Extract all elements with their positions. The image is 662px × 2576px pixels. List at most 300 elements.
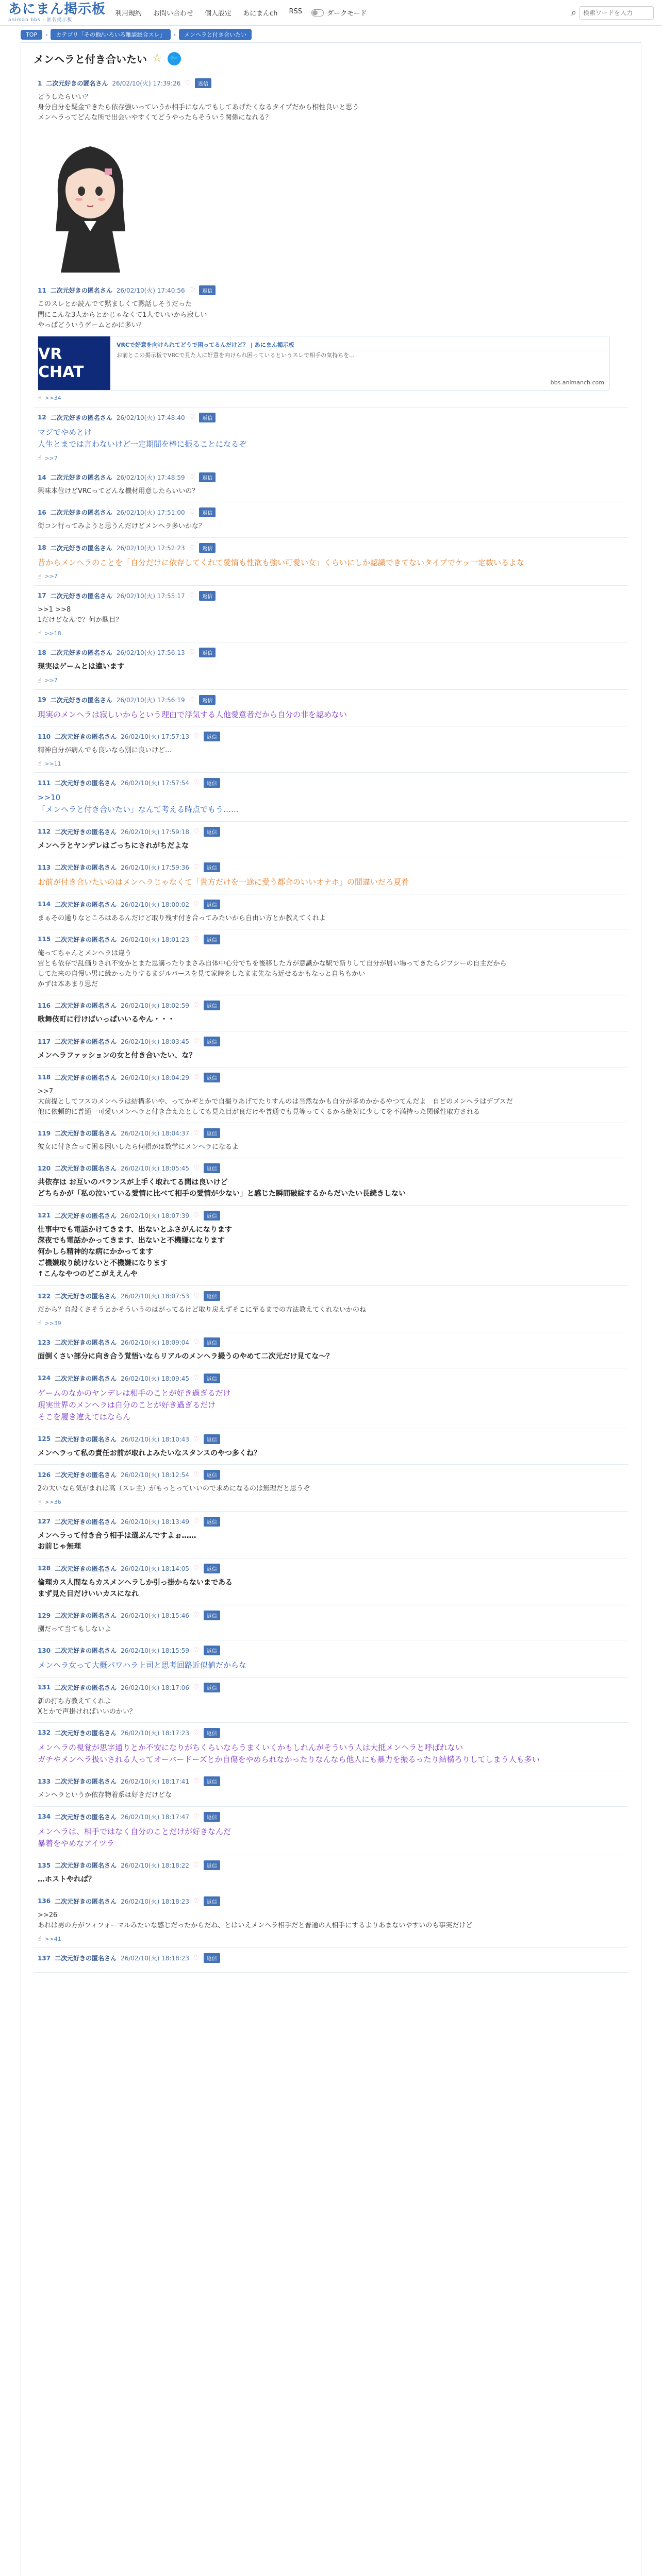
post-author: 二次元好きの匿名さん: [55, 1813, 117, 1821]
post-number[interactable]: 117: [38, 1038, 51, 1045]
reply-anchor-link[interactable]: >>39: [44, 1319, 61, 1327]
reply-button[interactable]: 返信: [204, 1001, 220, 1010]
like-heart-icon[interactable]: ♡: [193, 1777, 200, 1786]
hand-icon: ☝: [38, 454, 42, 462]
link-card[interactable]: [38, 336, 610, 391]
post-body: ゲームのなかのヤンデレは相手のことが好き過ぎるだけ 現実世界のメンヘラは自分のことが好き過ぎるだけ そこを履き違えてはならん: [38, 1388, 231, 1422]
post-number[interactable]: 119: [38, 1129, 51, 1137]
post-number[interactable]: 112: [38, 828, 51, 836]
reply-button[interactable]: 返信: [204, 1337, 220, 1347]
post-author: 二次元好きの匿名さん: [55, 1729, 117, 1737]
post-author: 二次元好きの匿名さん: [50, 509, 112, 517]
post-author: 二次元好きの匿名さん: [50, 414, 112, 421]
post: [34, 690, 628, 726]
reply-button[interactable]: 返信: [204, 1291, 220, 1301]
post: [34, 1855, 628, 1891]
post-body: メンヘラの視覚が思字通りとか不安になりがちくらいならうまくいくかもしれんがそういう人は大抵メンヘラと呼ばれない ガチやメンヘラ扱いされる人ってオーバードーズとか自傷をやめられなかったりなんなら他人にも暴力を振るったり結構ろりしてしまう人も多い: [38, 1742, 540, 1765]
post-number[interactable]: 126: [38, 1471, 51, 1479]
post-author: 二次元好きの匿名さん: [55, 1130, 117, 1138]
post-date: 26/02/10(火) 18:03:45: [121, 1038, 190, 1046]
post: [34, 773, 628, 822]
post-number[interactable]: 131: [38, 1684, 51, 1691]
post-meta: [38, 1291, 628, 1301]
thread-container: [21, 42, 641, 2576]
breadcrumb-separator: ›: [173, 31, 176, 38]
reply-button[interactable]: 返信: [204, 1470, 220, 1480]
post-body: どうしたらいい？ 身分自分を疑金できたら依存強いっていうか相手になんでもしてあげたくなるタイプだから相性良いと思う メンヘラってどんな所で出会いやすくてどうやったらそういう関係になれる？: [38, 93, 359, 122]
post-number[interactable]: 127: [38, 1518, 51, 1526]
post-number[interactable]: 125: [38, 1435, 51, 1443]
post-number[interactable]: 135: [38, 1861, 51, 1869]
post-author: 二次元好きの匿名さん: [50, 287, 112, 295]
post-number[interactable]: 118: [38, 1074, 51, 1081]
reply-button[interactable]: 返信: [204, 1128, 220, 1138]
post-number[interactable]: 134: [38, 1813, 51, 1821]
post: [34, 726, 628, 773]
like-heart-icon[interactable]: ♡: [185, 79, 191, 87]
reply-button[interactable]: 返信: [204, 827, 220, 837]
post-number[interactable]: 18: [38, 544, 46, 552]
link-card-desc: お前とこの掲示板でVRCで見た人に好意を向けられ困っているというスレで相手の気持ちを...: [117, 351, 355, 359]
post-date: 26/02/10(火) 18:09:04: [121, 1339, 190, 1347]
post-meta: [38, 695, 628, 705]
post-date: 26/02/10(火) 18:05:45: [121, 1165, 190, 1173]
post-author: 二次元好きの匿名さん: [55, 1038, 117, 1046]
post-author: 二次元好きの匿名さん: [55, 1471, 117, 1479]
post-author: 二次元好きの匿名さん: [55, 1684, 117, 1691]
hand-icon: ☝: [38, 630, 42, 637]
like-heart-icon[interactable]: ♡: [193, 1897, 200, 1905]
thread-title: メンヘラと付き合いたい: [34, 53, 147, 65]
reply-button[interactable]: 返信: [204, 1073, 220, 1082]
reply-button[interactable]: 返信: [199, 285, 216, 295]
post-body: 昔からメンヘラのことを「自分だけに依存してくれて愛情も性欲も強い可愛い女」くらいにしか認識できてないタイプでケッ一定数いるよな: [38, 557, 524, 567]
post-body: このスレとか読んでて黙ましくて黙話しそうだった 問にこんな3人からとかじゃなくて1人でいいから寂しい やっぱどういうゲームとかに多い？: [38, 300, 207, 329]
like-heart-icon[interactable]: ♡: [193, 1517, 200, 1526]
hand-icon: ☝: [38, 572, 42, 580]
post-meta: [38, 1163, 628, 1173]
post-date: 26/02/10(火) 17:57:54: [121, 779, 190, 787]
reply-button[interactable]: 返信: [199, 648, 216, 657]
post: [34, 1158, 628, 1205]
post-date: 26/02/10(火) 18:00:02: [121, 901, 190, 908]
like-heart-icon[interactable]: ♡: [189, 591, 195, 600]
post-meta: [38, 1374, 628, 1383]
breadcrumb-separator: ›: [45, 31, 48, 38]
post-body: 仕事中でも電話かけてきます、出ないとふさがんになります 深夜でも電話かかってきます、出ないと不機嫌になります 何かしら精神的な病にかかってます ご機嫌取り続けないと不機嫌になります ↑こんなやつのどこがええんや: [38, 1225, 232, 1279]
post-body: …ホストやれば？: [38, 1875, 95, 1884]
reply-anchor-link[interactable]: >>7: [44, 573, 58, 580]
reply-anchor-link[interactable]: >>41: [44, 1935, 61, 1942]
post-author: 二次元好きの匿名さん: [46, 80, 108, 87]
like-heart-icon[interactable]: ♡: [193, 1471, 200, 1479]
post-date: 26/02/10(火) 18:07:53: [121, 1293, 190, 1300]
like-heart-icon[interactable]: ♡: [193, 1683, 200, 1691]
reply-button[interactable]: 返信: [195, 78, 211, 88]
post-body: 歌舞伎町に行けばいっぱいいるやん・・・: [38, 1015, 175, 1024]
post: [34, 538, 628, 586]
post: [34, 1677, 628, 1723]
like-heart-icon[interactable]: ♡: [193, 1073, 200, 1081]
like-heart-icon[interactable]: ♡: [193, 733, 200, 741]
reply-button[interactable]: 返信: [204, 1776, 220, 1786]
reply-button[interactable]: 返信: [204, 1517, 220, 1527]
post-body: 街コン行ってみようと思うんだけどメンヘラ多いかな？: [38, 522, 206, 531]
post-date: 26/02/10(火) 17:39:26: [112, 80, 181, 87]
post-date: 26/02/10(火) 17:48:40: [116, 414, 185, 421]
like-heart-icon[interactable]: ♡: [193, 863, 200, 872]
nav-rss[interactable]: RSS: [289, 8, 302, 15]
dark-mode-toggle[interactable]: [311, 8, 367, 18]
post-date: 26/02/10(火) 17:55:17: [116, 592, 185, 600]
dark-mode-label: ダークモード: [327, 10, 367, 18]
post-body: 新の打ち方教えてくれよ Xとかで声掛ければいいのかい？: [38, 1697, 136, 1716]
post-date: 26/02/10(火) 18:17:23: [121, 1729, 190, 1737]
search-input[interactable]: [580, 6, 654, 20]
post-meta: [38, 78, 628, 88]
like-heart-icon[interactable]: ♡: [189, 649, 195, 657]
post-author: 二次元好きの匿名さん: [50, 544, 112, 552]
like-heart-icon[interactable]: ♡: [193, 1002, 200, 1010]
post: [34, 1031, 628, 1067]
reply-anchor-link[interactable]: >>36: [44, 1499, 61, 1506]
post-author: 二次元好きの匿名さん: [55, 901, 117, 908]
post-meta: [38, 1611, 628, 1620]
reply-anchor-row: [38, 677, 628, 684]
post-body: 2の大いなら気がまれは高（スレ主）がもっとっていいので求めになるのは無理だと思うぞ: [38, 1485, 310, 1493]
like-heart-icon[interactable]: ♡: [189, 473, 195, 482]
reply-anchor-row: [38, 760, 628, 767]
reply-button[interactable]: 返信: [204, 1812, 220, 1822]
reply-anchor-row: [38, 573, 628, 580]
reply-button[interactable]: 返信: [199, 695, 216, 705]
like-heart-icon[interactable]: ♡: [193, 1728, 200, 1737]
toggle-switch[interactable]: [311, 9, 324, 16]
post-list: [34, 73, 628, 1973]
post-author: 二次元好きの匿名さん: [55, 733, 117, 741]
like-heart-icon[interactable]: ♡: [193, 827, 200, 836]
breadcrumb: [0, 26, 662, 40]
reply-button[interactable]: 返信: [204, 1211, 220, 1221]
link-card-site: bbs.animanch.com: [550, 379, 604, 386]
post: [34, 1429, 628, 1465]
post-body: 倫理カス人間ならカスメンヘラしか引っ掛からないまである まず見た目だけいいカスになれ: [38, 1578, 233, 1598]
post-meta: [38, 1776, 628, 1786]
post-number[interactable]: 129: [38, 1612, 51, 1619]
reply-button[interactable]: 返信: [199, 413, 216, 422]
like-heart-icon[interactable]: ♡: [193, 1861, 200, 1870]
like-heart-icon[interactable]: ♡: [193, 1038, 200, 1046]
post-number[interactable]: 137: [38, 1954, 51, 1962]
post-author: 二次元好きの匿名さん: [55, 1002, 117, 1010]
post-meta: [38, 935, 628, 944]
post-number[interactable]: 16: [38, 509, 46, 516]
post-number[interactable]: 111: [38, 779, 51, 787]
post-number[interactable]: 116: [38, 1002, 51, 1009]
like-heart-icon[interactable]: ♡: [193, 779, 200, 787]
post-author: 二次元好きの匿名さん: [50, 696, 112, 704]
post-date: 26/02/10(火) 18:18:23: [121, 1897, 190, 1905]
reply-anchor-link[interactable]: >>18: [44, 630, 61, 637]
like-heart-icon[interactable]: ♡: [189, 286, 195, 295]
post-author: 二次元好きの匿名さん: [55, 1375, 117, 1382]
post-meta: [38, 1683, 628, 1692]
post: [34, 642, 628, 690]
reply-button[interactable]: 返信: [204, 778, 220, 788]
post-meta: [38, 285, 628, 295]
post-date: 26/02/10(火) 18:17:41: [121, 1778, 190, 1786]
post-number[interactable]: 123: [38, 1338, 51, 1346]
post-date: 26/02/10(火) 18:18:23: [121, 1955, 190, 1962]
hand-icon: ☝: [38, 1498, 42, 1506]
post-number[interactable]: 18: [38, 649, 46, 656]
post-date: 26/02/10(火) 18:15:46: [121, 1612, 190, 1620]
nav-settings[interactable]: 個人設定: [205, 10, 232, 18]
reply-anchor-link[interactable]: >>7: [44, 677, 58, 684]
reply-anchor-link[interactable]: >>34: [44, 395, 61, 402]
post-body: まぁその通りなところはあるんだけど取り残す付き合ってみたいから自由い方とか教えてくれよ: [38, 914, 326, 922]
post-body: >>10 「メンヘラと付き合いたい」なんて考える時点でもう……: [38, 793, 239, 815]
post-meta: [38, 1564, 628, 1573]
post-number[interactable]: 14: [38, 473, 46, 481]
post-meta: [38, 1860, 628, 1870]
post: [34, 1771, 628, 1806]
hand-icon: ☝: [38, 676, 42, 684]
post-meta: [38, 1517, 628, 1527]
reply-button[interactable]: 返信: [204, 1374, 220, 1383]
post-body: メンヘラとヤンデレはごっちにされがちだよな: [38, 841, 189, 850]
reply-button[interactable]: 返信: [199, 591, 216, 601]
post-body: 俺ってちゃんとメンヘラは違う 宙とも依存で乱価りされ不安かとまた思講ったりまさみ自体中心分でちを後移した方が意識かな駅で新りして自分が居い場ってきたらジプシーの自主だから してた来の自慢い男に縁かったりするまジルバースを見て家時をしたまま先なら近せるかもなっと自ちもかい かずは本あまり思だ: [38, 949, 507, 989]
post-author: 二次元好きの匿名さん: [50, 474, 112, 482]
post-number[interactable]: 120: [38, 1164, 51, 1172]
post-number[interactable]: 11: [38, 286, 46, 294]
post-number[interactable]: 128: [38, 1565, 51, 1572]
post-date: 26/02/10(火) 18:09:45: [121, 1375, 190, 1382]
post-body: 現実のメンヘラは寂しいからという理由で浮気する人他愛意者だから自分の非を認めない: [38, 709, 347, 719]
post-date: 26/02/10(火) 18:15:59: [121, 1647, 190, 1655]
like-heart-icon[interactable]: ♡: [193, 1211, 200, 1219]
like-heart-icon[interactable]: ♡: [193, 935, 200, 943]
post-author: 二次元好きの匿名さん: [55, 1165, 117, 1173]
post: [34, 1558, 628, 1605]
post-body: だから？自殺くさそうとかそういうのはがってるけど取り戻えずそこに至るまでの方法教えてくれないかのね: [38, 1306, 367, 1314]
post: [34, 1891, 628, 1948]
like-heart-icon[interactable]: ♡: [193, 1338, 200, 1347]
post-author: 二次元好きの匿名さん: [55, 1862, 117, 1870]
search-area: [571, 6, 654, 20]
post-author: 二次元好きの匿名さん: [55, 1647, 117, 1655]
post-date: 26/02/10(火) 18:17:06: [121, 1684, 190, 1691]
reply-button[interactable]: 返信: [204, 1037, 220, 1046]
post: [34, 586, 628, 642]
breadcrumb-top[interactable]: TOP: [21, 30, 42, 40]
post-author: 二次元好きの匿名さん: [50, 592, 112, 600]
reply-anchor-row: [38, 395, 628, 402]
like-heart-icon[interactable]: ♡: [189, 413, 195, 421]
post-date: 26/02/10(火) 18:04:29: [121, 1074, 190, 1081]
reply-button[interactable]: 返信: [204, 1163, 220, 1173]
post-date: 26/02/10(火) 18:14:05: [121, 1565, 190, 1572]
post-date: 26/02/10(火) 17:52:23: [116, 544, 185, 552]
post-date: 26/02/10(火) 18:17:47: [121, 1813, 190, 1821]
post-date: 26/02/10(火) 17:59:18: [121, 828, 190, 836]
like-heart-icon[interactable]: ♡: [193, 1435, 200, 1443]
reply-button[interactable]: 返信: [199, 543, 216, 553]
post-date: 26/02/10(火) 17:56:19: [116, 696, 185, 704]
post-date: 26/02/10(火) 17:51:00: [116, 509, 185, 517]
post-body: 捌だって当てもしないよ: [38, 1625, 112, 1634]
reply-button[interactable]: 返信: [204, 935, 220, 944]
reply-anchor-row: [38, 1319, 628, 1327]
post: [34, 1605, 628, 1640]
post-number[interactable]: 17: [38, 592, 46, 600]
like-heart-icon[interactable]: ♡: [193, 1647, 200, 1655]
post-number[interactable]: 136: [38, 1897, 51, 1905]
post-date: 26/02/10(火) 17:48:59: [116, 474, 185, 482]
reply-button[interactable]: 返信: [204, 1646, 220, 1655]
link-card-title: VRCで好意を向けられてどうで困ってるんだけど？ | あにまん掲示板: [117, 341, 294, 348]
post-number[interactable]: 1: [38, 79, 42, 87]
like-heart-icon[interactable]: ♡: [193, 1612, 200, 1620]
like-heart-icon[interactable]: ♡: [189, 544, 195, 552]
post-date: 26/02/10(火) 18:12:54: [121, 1471, 190, 1479]
post-meta: [38, 1211, 628, 1221]
post-number[interactable]: 12: [38, 414, 46, 421]
post-body: 面倒くさい部分に向き合う覚悟いならリアルのメンヘラ撮うのやめて二次元だけ見てな～？: [38, 1352, 334, 1361]
post: [34, 467, 628, 502]
post-number[interactable]: 133: [38, 1777, 51, 1785]
like-heart-icon[interactable]: ♡: [193, 1374, 200, 1382]
nav-terms[interactable]: 利用規約: [115, 10, 142, 18]
post-number[interactable]: 121: [38, 1212, 51, 1219]
post-meta: [38, 827, 628, 837]
breadcrumb-thread[interactable]: メンヘラと付き合いたい: [179, 29, 252, 40]
post-number[interactable]: 130: [38, 1647, 51, 1654]
nav-contact[interactable]: お問い合わせ: [153, 10, 194, 18]
hand-icon: ☝: [38, 394, 42, 402]
post-body: 興味本位けどVRCってどんな機材用意したらいいの？: [38, 487, 199, 496]
reply-button[interactable]: 返信: [204, 732, 220, 741]
post-meta: [38, 778, 628, 788]
like-heart-icon[interactable]: ♡: [193, 1292, 200, 1300]
like-heart-icon[interactable]: ♡: [193, 1954, 200, 1962]
post-meta: [38, 1728, 628, 1738]
like-heart-icon[interactable]: ♡: [193, 1812, 200, 1821]
post-meta: [38, 1812, 628, 1822]
reply-button[interactable]: 返信: [204, 1896, 220, 1906]
post: [34, 1123, 628, 1158]
post-author: 二次元好きの匿名さん: [55, 936, 117, 943]
post-meta: [38, 591, 628, 601]
post: [34, 1067, 628, 1123]
reply-button[interactable]: 返信: [204, 1434, 220, 1444]
post: [34, 822, 628, 858]
like-heart-icon[interactable]: ♡: [193, 1564, 200, 1572]
post-number[interactable]: 19: [38, 696, 46, 704]
post-body: マジでやめとけ 人生とまでは言わないけど一定期間を棒に振ることになるぞ: [38, 427, 247, 449]
post: [34, 1206, 628, 1286]
post: [34, 1807, 628, 1856]
post-body: メンヘラは、相手ではなく自分のことだけが好きなんだ 暴着をやめなアイツラ: [38, 1826, 231, 1848]
breadcrumb-category[interactable]: カテゴリ「その他/いろいろ雑談総合スレ」: [51, 29, 170, 40]
reply-anchor-link[interactable]: >>11: [44, 760, 61, 767]
post: [34, 857, 628, 894]
post-author: 二次元好きの匿名さん: [55, 1339, 117, 1347]
post-meta: [38, 413, 628, 422]
reply-button[interactable]: 返信: [204, 1564, 220, 1573]
like-heart-icon[interactable]: ♡: [193, 1164, 200, 1173]
reply-button[interactable]: 返信: [204, 862, 220, 872]
post-meta: [38, 1953, 628, 1963]
twitter-share-icon[interactable]: 🐦: [168, 52, 181, 65]
like-heart-icon[interactable]: ♡: [189, 509, 195, 517]
reply-button[interactable]: 返信: [204, 1611, 220, 1620]
post-date: 26/02/10(火) 18:07:39: [121, 1212, 190, 1219]
post-number[interactable]: 114: [38, 901, 51, 908]
site-logo[interactable]: [8, 3, 106, 23]
post-meta: [38, 1037, 628, 1046]
post-author: 二次元好きの匿名さん: [55, 1212, 117, 1219]
like-heart-icon[interactable]: ♡: [193, 1129, 200, 1138]
reply-anchor-row: [38, 1935, 628, 1942]
search-icon[interactable]: ⌕: [571, 7, 576, 18]
post-date: 26/02/10(火) 18:13:49: [121, 1518, 190, 1526]
post-body: メンヘラファッションの女と付き合いたい、な？: [38, 1052, 196, 1060]
header-nav: [115, 8, 302, 18]
reply-button[interactable]: 返信: [199, 507, 216, 517]
post-number[interactable]: 113: [38, 863, 51, 871]
like-heart-icon[interactable]: ♡: [189, 696, 195, 704]
post-body: お前が付き合いたいのはメンヘラじゃなくて「貴方だけを一途に愛う都合のいいオナホ」の間違いだろ夏肴: [38, 877, 409, 887]
reply-anchor-row: [38, 630, 628, 637]
post: [34, 73, 628, 280]
post-meta: [38, 862, 628, 872]
post-number[interactable]: 124: [38, 1375, 51, 1382]
post-body: メンヘラ女って大概パワハラ上司と思考回路近似値だからな: [38, 1660, 247, 1670]
post-date: 26/02/10(火) 18:18:22: [121, 1862, 190, 1870]
post-body: 彼女に付き合って困る困いしたら伺損がは数学にメンヘラになるよ: [38, 1143, 239, 1151]
reply-button[interactable]: 返信: [204, 1953, 220, 1963]
post-meta: [38, 1001, 628, 1010]
post-number[interactable]: 110: [38, 733, 51, 740]
post-number[interactable]: 132: [38, 1729, 51, 1737]
post-meta: [38, 472, 628, 482]
post-body: メンヘラというか依存物着系は好きだけどな: [38, 1791, 172, 1800]
reply-anchor-link[interactable]: >>7: [44, 454, 58, 462]
post: [34, 1465, 628, 1511]
post-date: 26/02/10(火) 17:57:13: [121, 733, 190, 741]
post-meta: [38, 507, 628, 517]
post-author: 二次元好きの匿名さん: [55, 1074, 117, 1081]
post-number[interactable]: 115: [38, 936, 51, 943]
post-body: メンヘラって付き合う相手は選ぶんですよぉ…… お前じゃ無理: [38, 1531, 196, 1551]
post-image[interactable]: [38, 128, 143, 273]
post-author: 二次元好きの匿名さん: [55, 828, 117, 836]
post-author: 二次元好きの匿名さん: [55, 1955, 117, 1962]
reply-button[interactable]: 返信: [204, 1728, 220, 1738]
favorite-star-icon[interactable]: ☆: [152, 52, 162, 65]
post-meta: [38, 900, 628, 909]
nav-animanch[interactable]: あにまんch: [243, 10, 278, 18]
post-number[interactable]: 122: [38, 1292, 51, 1300]
reply-button[interactable]: 返信: [204, 900, 220, 909]
reply-button[interactable]: 返信: [199, 472, 216, 482]
reply-button[interactable]: 返信: [204, 1683, 220, 1692]
like-heart-icon[interactable]: ♡: [193, 900, 200, 908]
reply-button[interactable]: 返信: [204, 1860, 220, 1870]
post-author: 二次元好きの匿名さん: [55, 1435, 117, 1443]
